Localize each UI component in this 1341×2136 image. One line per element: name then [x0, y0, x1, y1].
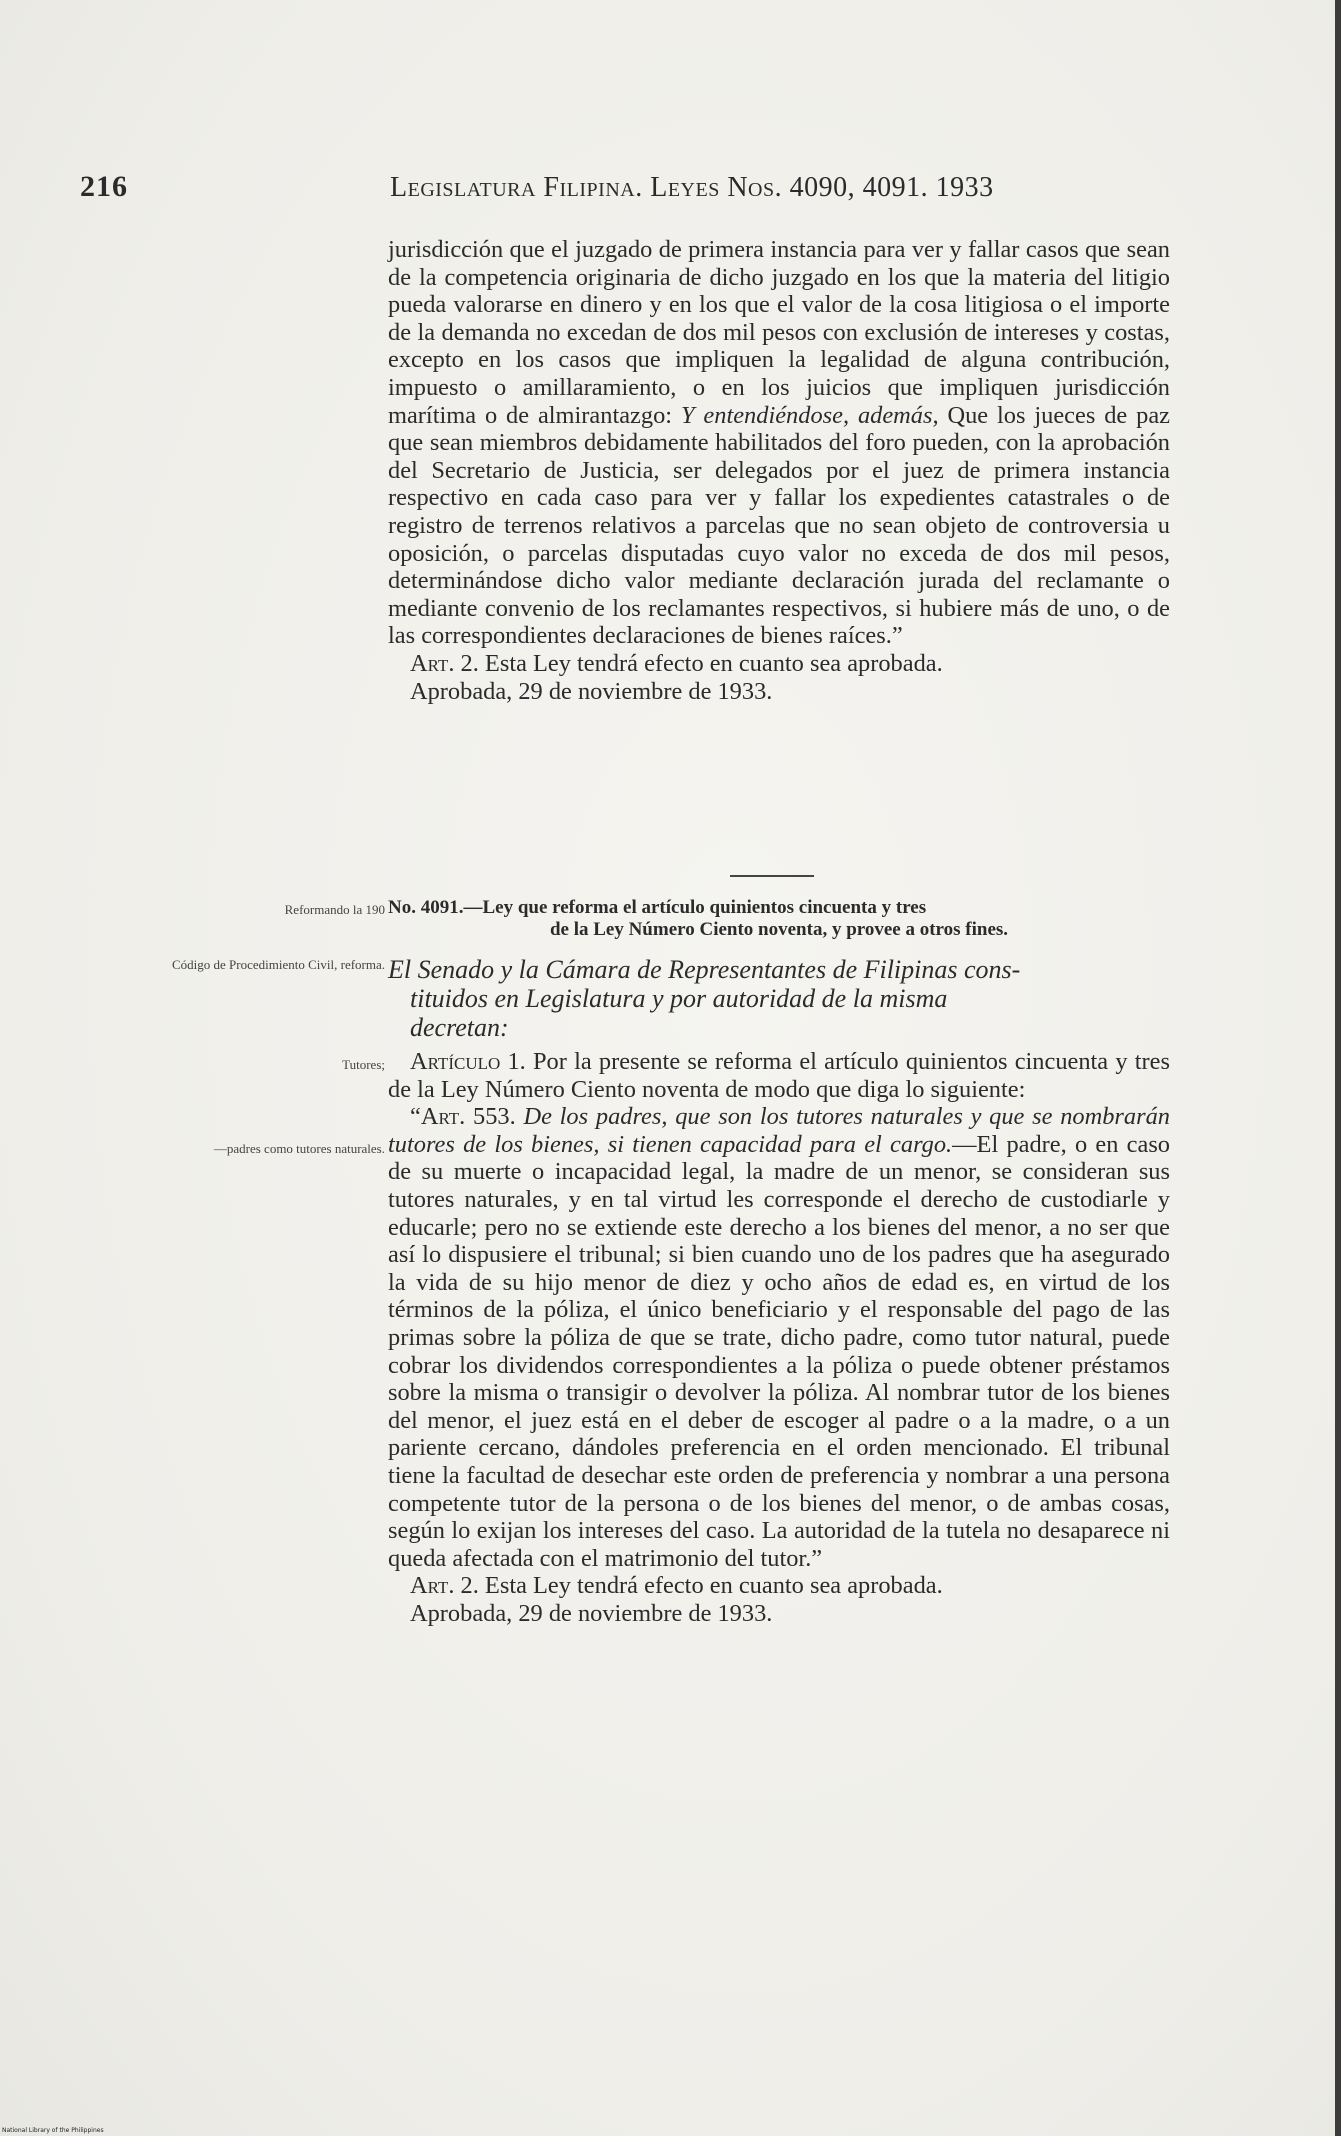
heading-line-2: de la Ley Número Ciento noventa, y provee a otros fines.: [549, 919, 1009, 940]
art2-text: Esta Ley tendrá efecto en cuanto sea aprobada.: [484, 649, 943, 677]
law-4091-approved: Aprobada, 29 de noviembre de 1933.: [410, 1599, 773, 1627]
section-divider: [730, 875, 814, 877]
margin-note-reform: Reformando la 190: [284, 902, 385, 917]
art553-paragraph: [388, 1103, 1170, 1572]
margin-note-padres: —padres como tutores naturales.: [213, 1141, 385, 1156]
law-4091-art2: [388, 1572, 1170, 1600]
margin-note-tutores: Tutores;: [342, 1057, 385, 1072]
art2-label: Art. 2.: [410, 1572, 479, 1600]
page-header: [80, 170, 1142, 210]
law-4090-approved: Aprobada, 29 de noviembre de 1933.: [410, 677, 773, 705]
heading-line-1: No. 4091.—Ley que reforma el artículo quinientos cincuenta y tres: [388, 897, 927, 918]
enacting-clause: [388, 955, 1170, 1042]
law-4090-paragraph: [388, 236, 1170, 650]
art2-text: Esta Ley tendrá efecto en cuanto sea aprobada.: [484, 1572, 943, 1600]
paragraph-text: jurisdicción que el juzgado de primera instancia para ver y fallar casos que sean de la competencia originaria de dicho juzgado en los que la materia del litigio pueda valorarse en dinero y en los que el valor de la cosa litigiosa o el importe de la demanda no excedan de dos mil pesos con exclusión de intereses y costas, excepto en los casos que impliquen la legalidad de alguna contribución, impuesto o amillaramiento, o en los juicios que impliquen jurisdicción marítima o de almirantazgo:: [388, 236, 1170, 429]
art553-label: “Art. 553.: [410, 1103, 516, 1131]
art553-text: —El padre, o en caso de su muerte o incapacidad legal, la madre de un menor, se consideran sus tutores naturales, y en tal virtud les corresponde el derecho de custodiarle y educarle; pero no se extiende este derecho a los bienes del menor, a no ser que así lo dispusiere el tribunal; si bien cuando uno de los padres que ha asegurado la vida de su hijo menor de diez y ocho años de edad es, en virtud de los términos de la póliza, el único beneficiario y el responsable del pago de las primas sobre la póliza de que se trate, dicho padre, como tutor natural, puede cobrar los dividendos correspondientes a la póliza o puede obtener préstamos sobre la misma o transigir o devolver la póliza. Al nombrar tutor de los bienes del menor, el juez está en el deber de escoger al padre o a la madre, o a un pariente cercano, dándoles preferencia en el orden mencionado. El tribunal tiene la facultad de desechar este orden de preferencia y nombrar a una persona competente tutor de la persona o de los bienes del menor, o de ambas cosas, según lo exijan los intereses del caso. La autoridad de la tutela no desaparece ni queda afectada con el matrimonio del tutor.”: [388, 1130, 1171, 1572]
proviso-italic: Y entendiéndose, además,: [680, 401, 939, 429]
footer-library-strip: National Library of the Philippines: [2, 2127, 104, 2134]
enacting-line-3: decretan:: [410, 1013, 509, 1042]
law-4090-art2: [388, 650, 1170, 678]
art1-label: Artículo 1.: [410, 1048, 526, 1075]
art1-text: Por la presente se reforma el artículo quinientos cincuenta y tres de la Ley Número Ciento noventa de modo que diga lo siguiente:: [388, 1048, 1170, 1103]
enacting-line-2: tituidos en Legislatura y por autoridad de la misma: [410, 984, 948, 1013]
art2-label: Art. 2.: [410, 649, 479, 677]
law-4091-body: [388, 1048, 1170, 1627]
law-4090-continuation: [388, 236, 1170, 705]
art1-paragraph: [388, 1048, 1170, 1103]
margin-note-code: Código de Procedimiento Civil, reforma.: [171, 957, 385, 972]
art553-title: De los padres, que son los tutores naturales y que se nombrarán tutores de los bienes, si tienen capacidad para el cargo.: [388, 1103, 1170, 1158]
proviso-text: Que los jueces de paz que sean miembros debidamente habilitados del foro pueden, con la aprobación del Secretario de Justicia, ser delegados por el juez de primera instancia respectivo en cada caso para ver y fallar los expedientes catastrales o de registro de terrenos relativos a parcelas que no sean objeto de controversia u oposición, o parcelas disputadas cuyo valor no exceda de dos mil pesos, determinándose dicho valor mediante declaración jurada del reclamante o mediante convenio de los reclamantes respectivos, si hubiere más de uno, o de las correspondientes declaraciones de bienes raíces.”: [388, 401, 1170, 650]
running-head: Legislatura Filipina. Leyes Nos. 4090, 4091. 1933: [390, 172, 994, 203]
page-number: 216: [80, 170, 128, 203]
enacting-line-1: El Senado y la Cámara de Representantes de Filipinas cons-: [388, 955, 1021, 984]
law-4091-heading: [388, 897, 1170, 941]
page-edge-shadow: [1335, 0, 1341, 2136]
